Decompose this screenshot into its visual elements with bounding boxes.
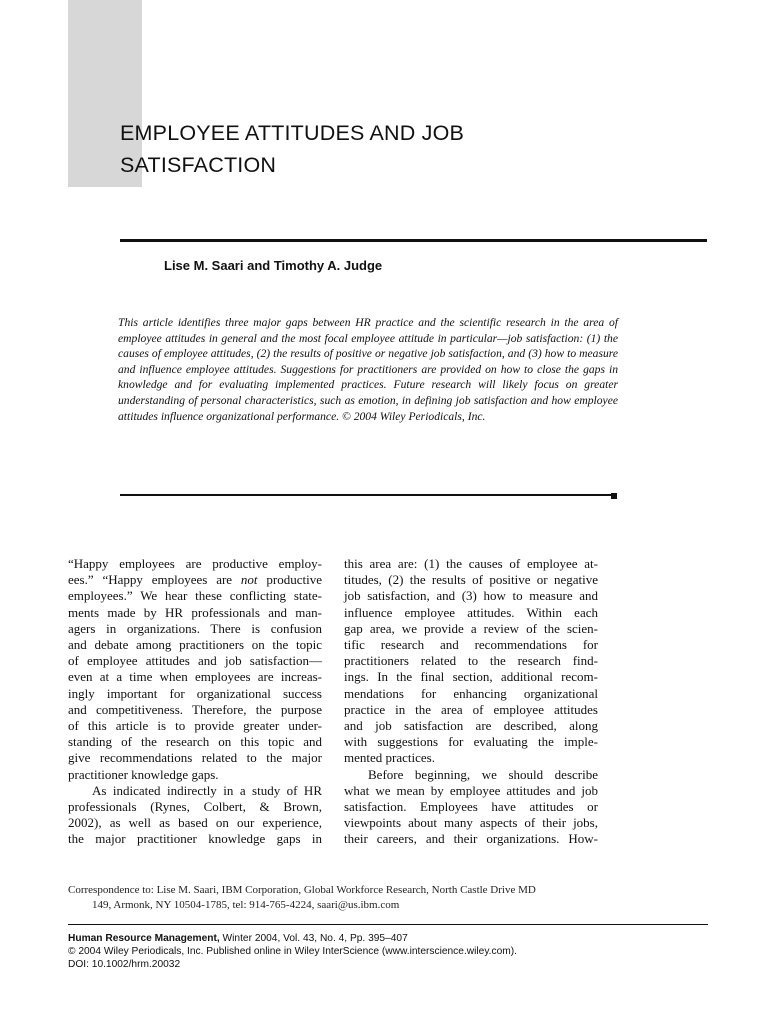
text-line: viewpoints about many aspects of their jobs,: [344, 815, 598, 831]
journal-copyright: © 2004 Wiley Periodicals, Inc. Published online in Wiley InterScience (www.interscience.wiley.com).: [68, 946, 517, 957]
divider-end-square: [611, 493, 617, 499]
text-line: tific research and recommendations for: [344, 637, 598, 653]
text-line: ingly important for organizational success: [68, 685, 322, 701]
text-line: even at a time when employees are increas-: [68, 669, 322, 685]
emphasis-text: not: [240, 572, 258, 588]
text-line: influence employee attitudes. Within each: [344, 604, 598, 620]
text-line: give recommendations related to the major: [68, 750, 322, 766]
text-line: practitioners related to the research find-: [344, 653, 598, 669]
text-line: professionals (Rynes, Colbert, & Brown,: [68, 799, 322, 815]
footnote-line-1: Correspondence to: Lise M. Saari, IBM Corporation, Global Workforce Research, North Castle Drive MD: [68, 884, 536, 896]
journal-doi: DOI: 10.1002/hrm.20032: [68, 959, 181, 970]
text-line: what we mean by employee attitudes and job: [344, 782, 598, 798]
article-title: [120, 117, 680, 181]
text-line: gap area, we provide a review of the scien-: [344, 620, 598, 636]
abstract-divider: [120, 494, 612, 496]
journal-issue: Winter 2004, Vol. 43, No. 4, Pp. 395–407: [219, 933, 408, 944]
text-line: and job satisfaction are described, along: [344, 718, 598, 734]
journal-info: [68, 932, 517, 971]
text-line: 2002), as well as based on our experience,: [68, 815, 322, 831]
body-paragraph: [68, 783, 322, 848]
text-line: [68, 572, 322, 588]
text-line: job satisfaction, and (3) how to measure and: [344, 588, 598, 604]
text-line: of this article is to provide greater under-: [68, 718, 322, 734]
text-run: productive: [257, 572, 322, 588]
text-line: Before beginning, we should describe: [368, 766, 598, 782]
text-line: and competitiveness. Therefore, the purpose: [68, 701, 322, 717]
text-line: titudes, (2) the results of positive or negative: [344, 572, 598, 588]
text-run: ees.” “Happy employees are: [68, 572, 241, 588]
text-line: mented practices.: [344, 750, 435, 766]
footnote-line-2: 149, Armonk, NY 10504-1785, tel: 914-765-4224, saari@us.ibm.com: [92, 899, 400, 911]
body-paragraph: [68, 556, 322, 783]
article-authors: Lise M. Saari and Timothy A. Judge: [164, 258, 383, 273]
footer-divider: [68, 924, 708, 925]
article-abstract: This article identifies three major gaps between HR practice and the scientific research in the area of employee attitudes in general and the most focal employee attitude in particular—job satisfaction: (1) the causes of employee attitudes, (2) the results of positive or negative job satisfaction, and (3) how to measure and influence employee attitudes. Suggestions for practitioners are provided on how to close the gaps in knowledge and for evaluating implemented practices. Future research will likely focus on greater understanding of personal characteristics, such as emotion, in defining job satisfaction and how employee attitudes influence organizational performance. © 2004 Wiley Periodicals, Inc.: [118, 316, 618, 423]
title-line-2: SATISFACTION: [120, 153, 277, 177]
correspondence-footnote: [68, 883, 708, 913]
text-line: practice in the area of employee attitudes: [344, 701, 598, 717]
title-line-1: EMPLOYEE ATTITUDES AND JOB: [120, 121, 465, 145]
text-line: satisfaction. Employees have attitudes or: [344, 799, 598, 815]
journal-name: Human Resource Management,: [68, 933, 220, 944]
body-column-right: [344, 556, 598, 848]
text-line: As indicated indirectly in a study of HR: [92, 782, 322, 798]
text-line: “Happy employees are productive employ-: [68, 556, 322, 571]
text-line: ments made by HR professionals and man-: [68, 604, 322, 620]
body-paragraph: [344, 556, 598, 767]
text-line: and debate among practitioners on the topic: [68, 637, 322, 653]
text-line: practitioner knowledge gaps.: [68, 766, 219, 782]
title-divider: [120, 239, 707, 242]
text-line: agers in organizations. There is confusion: [68, 620, 322, 636]
body-column-left: [68, 556, 322, 848]
text-line: with suggestions for evaluating the imple-: [344, 734, 598, 750]
text-line: mendations for enhancing organizational: [344, 685, 598, 701]
text-line: standing of the research on this topic and: [68, 734, 322, 750]
text-line: of employee attitudes and job satisfaction—: [68, 653, 322, 669]
text-line: employees.” We hear these conflicting state-: [68, 588, 322, 604]
body-paragraph: [344, 767, 598, 848]
text-line: the major practitioner knowledge gaps in: [68, 831, 322, 847]
text-line: this area are: (1) the causes of employee at-: [344, 556, 598, 571]
journal-citation: [68, 932, 517, 945]
text-line: ings. In the final section, additional recom-: [344, 669, 598, 685]
text-line: their careers, and their organizations. How-: [344, 831, 598, 847]
